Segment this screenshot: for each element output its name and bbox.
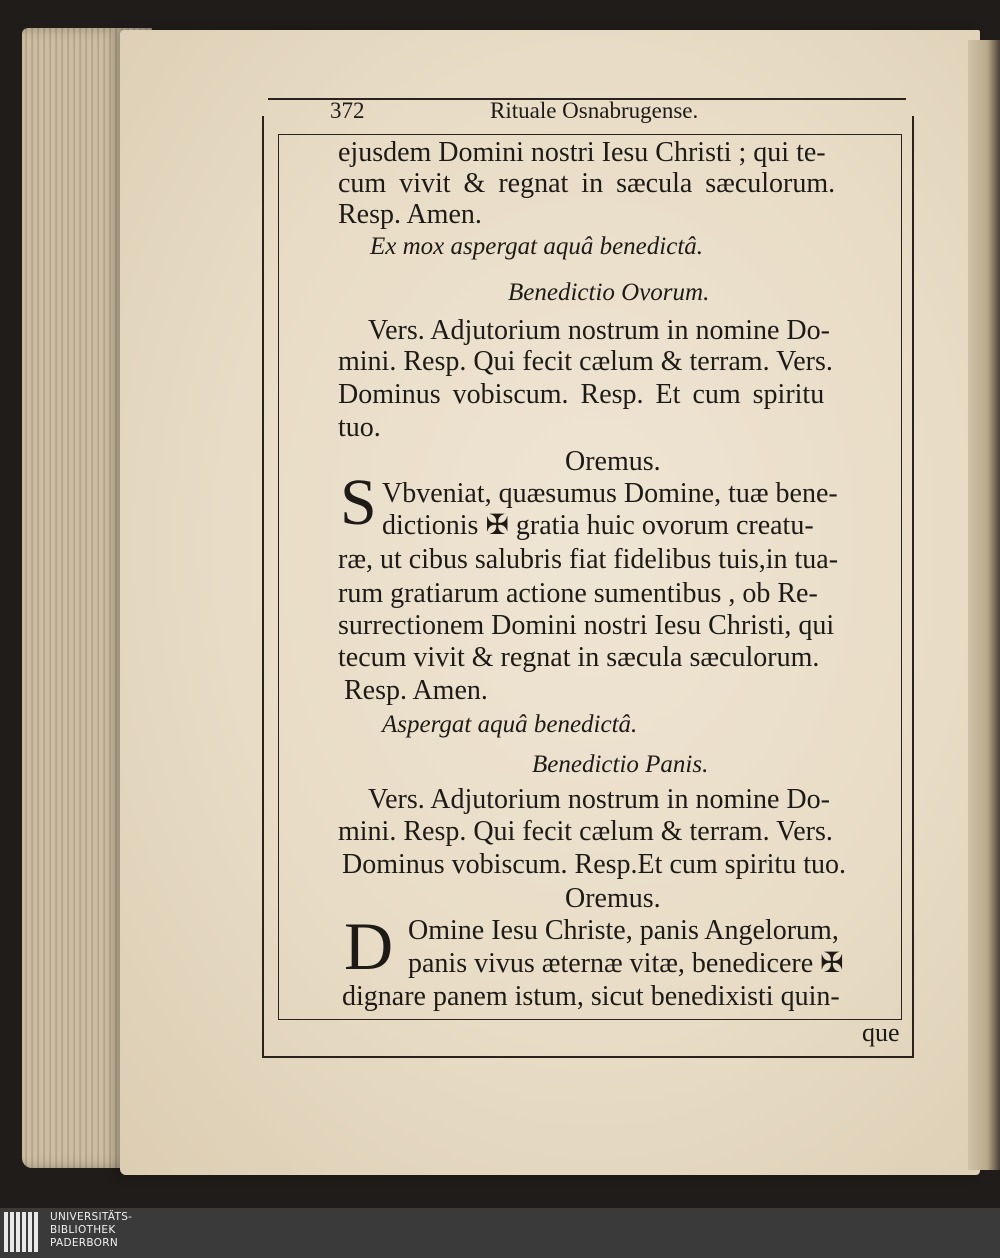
text-line: Dominus vobiscum. Resp. Et cum spiritu (338, 379, 825, 410)
text-line: ræ, ut cibus salubris fiat fidelibus tuis,in tua- (338, 544, 839, 575)
text-line: mini. Resp. Qui fecit cælum & terram. Vers. (338, 816, 833, 847)
text-line: Resp. Amen. (338, 199, 482, 230)
text-line: Vers. Adjutorium nostrum in nomine Do- (368, 315, 830, 346)
drop-cap: D (344, 908, 394, 984)
drop-cap: S (340, 466, 377, 539)
text-line: Vbveniat, quæsumus Domine, tuæ bene- (382, 478, 838, 509)
text-line: dictionis ✠ gratia huic ovorum creatu- (382, 510, 814, 541)
text-line: dignare panem istum, sicut benedixisti quin- (342, 981, 840, 1012)
rubric-line: Aspergat aquâ benedictâ. (382, 711, 638, 738)
text-line: rum gratiarum actione sumentibus , ob Re- (338, 578, 818, 609)
section-heading: Benedictio Panis. (532, 751, 709, 778)
text-line: Resp. Amen. (344, 675, 488, 706)
library-name-line: PADERBORN (50, 1237, 118, 1249)
library-name (50, 1211, 132, 1250)
catchword: que (862, 1018, 900, 1047)
facing-page-edge (968, 40, 1000, 1170)
rubric-line: Ex mox aspergat aquâ benedictâ. (370, 233, 704, 260)
section-heading: Benedictio Ovorum. (508, 279, 710, 306)
library-name-line: UNIVERSITÄTS- (50, 1211, 133, 1223)
text-line: Omine Iesu Christe, panis Angelorum, (408, 915, 839, 946)
text-line: Dominus vobiscum. Resp.Et cum spiritu tuo. (342, 849, 846, 880)
library-logo-icon (4, 1212, 44, 1254)
oremus-heading: Oremus. (565, 883, 661, 914)
running-head: Rituale Osnabrugense. (490, 98, 699, 123)
text-line: ejusdem Domini nostri Iesu Christi ; qui te- (338, 137, 826, 168)
text-line: tecum vivit & regnat in sæcula sæculorum. (338, 642, 820, 673)
library-footer (0, 1208, 1000, 1258)
text-line: tuo. (338, 412, 381, 443)
text-line: cum vivit & regnat in sæcula sæculorum. (338, 168, 836, 199)
text-line: Vers. Adjutorium nostrum in nomine Do- (368, 784, 830, 815)
oremus-heading: Oremus. (565, 446, 661, 477)
text-line: surrectionem Domini nostri Iesu Christi, qui (338, 610, 835, 641)
library-name-line: BIBLIOTHEK (50, 1224, 116, 1236)
page-number: 372 (330, 98, 365, 123)
text-line: mini. Resp. Qui fecit cælum & terram. Vers. (338, 346, 833, 377)
text-line: panis vivus æternæ vitæ, benedicere ✠ (408, 948, 844, 979)
